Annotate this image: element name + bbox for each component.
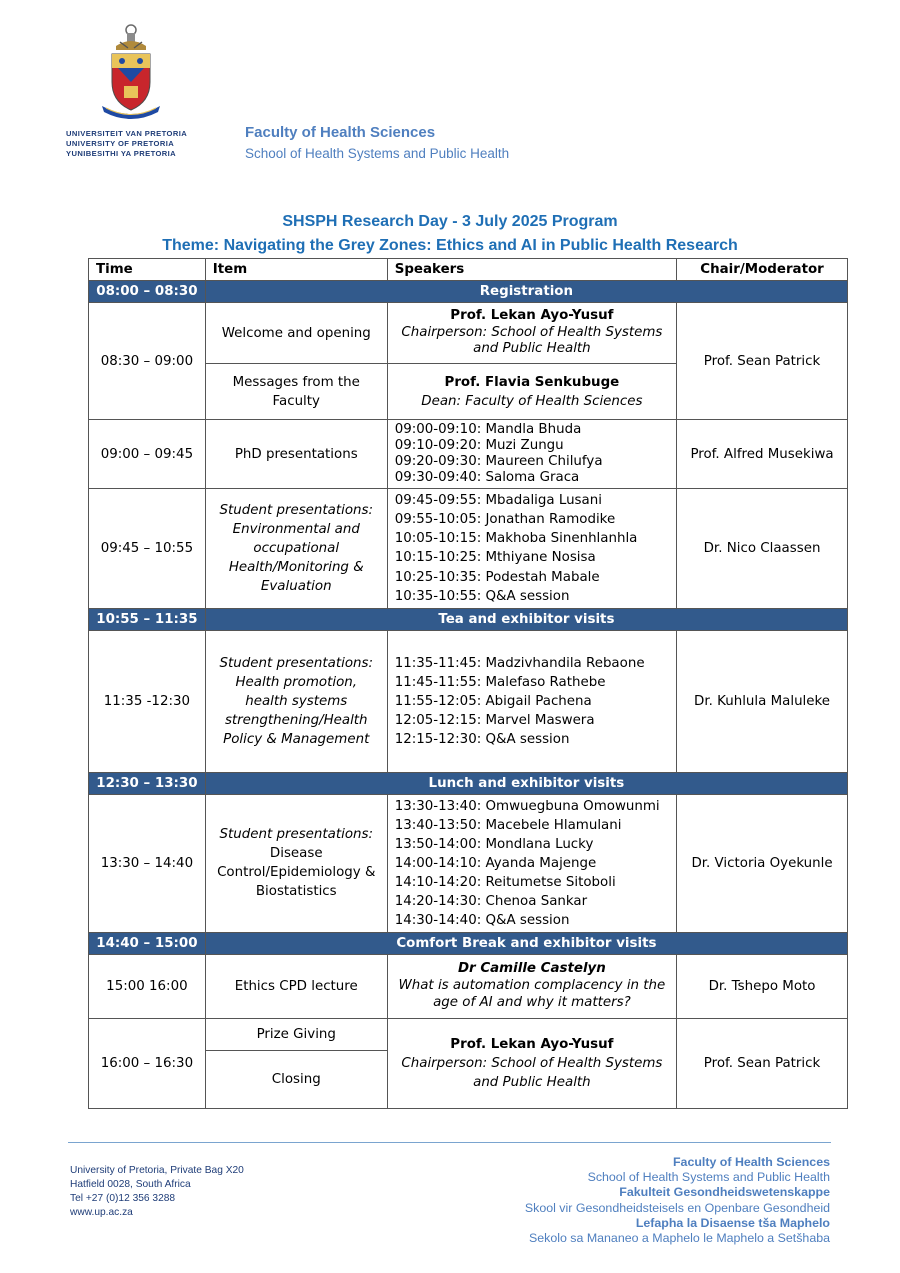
item-line: Student presentations: [219,655,373,671]
speaker-slot: 13:50-14:00: Mondlana Lucky [394,836,594,852]
session-item: Ethics CPD lecture [205,954,387,1018]
session-item [205,489,387,608]
program-title: SHSPH Research Day - 3 July 2025 Program [282,213,618,230]
table-row [89,489,848,608]
session-speakers [387,794,676,932]
session-time: 15:00 16:00 [89,954,206,1018]
speaker-name: Prof. Lekan Ayo-Yusuf [450,307,614,323]
item-line: Health/Monitoring & [228,559,364,575]
phone-line: Tel +27 (0)12 356 3288 [70,1193,176,1204]
item-line: Faculty [272,393,320,409]
footer-faculty-names [525,1155,830,1246]
speaker-slot: 12:15-12:30: Q&A session [394,731,570,747]
band-time: 12:30 – 13:30 [89,772,206,794]
table-row [89,630,848,772]
break-row-lunch [89,772,848,794]
faculty-name-sepedi: Lefapha la Disaense tša Maphelo [635,1215,830,1230]
speaker-name: Prof. Flavia Senkubuge [444,374,620,390]
speaker-slot: 09:55-10:05: Jonathan Ramodike [394,512,616,528]
item-line: Welcome and opening [221,325,371,341]
speaker-slot: 09:45-09:55: Mbadaliga Lusani [394,493,602,509]
speaker-role: Chairperson: School of Health Systems and Public Health [401,324,663,357]
session-time: 16:00 – 16:30 [89,1018,206,1108]
column-header-speakers: Speakers [387,259,676,281]
school-name-afrikaans: Skool vir Gesondheidsteisels en Openbare Gesondheid [524,1200,830,1215]
table-row [89,303,848,364]
address-line: University of Pretoria, Private Bag X20 [70,1165,244,1176]
speaker-slot: 10:25-10:35: Podestah Mabale [394,569,600,585]
session-chair: Dr. Kuhlula Maluleke [677,630,848,772]
item-line: health systems [245,693,348,709]
band-label: Lunch and exhibitor visits [205,772,847,794]
school-subheading: School of Health Systems and Public Health [245,146,510,161]
item-line: Student presentations: [219,827,373,843]
band-time: 08:00 – 08:30 [89,281,206,303]
item-line: Messages from the [232,374,360,390]
session-speakers [387,489,676,608]
speaker-slot: 14:10-14:20: Reitumetse Sitoboli [394,874,616,890]
band-label: Registration [205,281,847,303]
session-item: Closing [205,1050,387,1108]
speaker-slot: 11:55-12:05: Abigail Pachena [394,693,592,709]
session-item [205,303,387,364]
item-line: occupational [253,540,340,556]
session-chair: Dr. Nico Claassen [677,489,848,608]
speaker-slot: 09:30-09:40: Saloma Graca [394,470,580,486]
speaker-slot: 14:20-14:30: Chenoa Sankar [394,893,588,909]
speaker-slot: 13:40-13:50: Macebele Hlamulani [394,817,622,833]
item-line: Student presentations: [219,502,373,518]
speaker-slot: 12:05-12:15: Marvel Maswera [394,712,595,728]
faculty-name-afrikaans: Fakulteit Gesondheidswetenskappe [619,1185,830,1200]
table-row [89,794,848,932]
band-time: 14:40 – 15:00 [89,932,206,954]
session-item [205,364,387,420]
speaker-role: Dean: Faculty of Health Sciences [421,393,643,409]
speaker-name: Dr Camille Castelyn [457,961,606,977]
faculty-heading: Faculty of Health Sciences [245,124,436,141]
session-chair: Dr. Tshepo Moto [677,954,848,1018]
session-item: Prize Giving [205,1018,387,1050]
item-line: Environmental and [232,521,360,537]
university-name-block [66,129,187,159]
speaker-slot: 10:35-10:55: Q&A session [394,588,570,604]
session-item: PhD presentations [205,420,387,489]
university-crest-logo [98,22,164,122]
footer-address [70,1164,244,1220]
program-theme: Theme: Navigating the Grey Zones: Ethics and AI in Public Health Research [162,237,738,254]
break-row-comfort [89,932,848,954]
address-line: Hatfield 0028, South Africa [70,1179,191,1190]
band-label: Comfort Break and exhibitor visits [205,932,847,954]
session-speakers [387,303,676,364]
band-label: Tea and exhibitor visits [205,608,847,630]
session-speakers [387,954,676,1018]
session-chair: Prof. Alfred Musekiwa [677,420,848,489]
university-name-sepedi: YUNIBESITHI YA PRETORIA [66,149,177,158]
speaker-slot: 13:30-13:40: Omwuegbuna Omowunmi [394,798,660,814]
table-row [89,420,848,489]
band-time: 10:55 – 11:35 [89,608,206,630]
session-time: 11:35 -12:30 [89,630,206,772]
university-name-english: UNIVERSITY OF PRETORIA [66,139,175,148]
session-time: 08:30 – 09:00 [89,303,206,420]
item-line: Control/Epidemiology & [217,865,376,881]
speaker-slot: 14:00-14:10: Ayanda Majenge [394,855,597,871]
break-row-registration [89,281,848,303]
session-speakers [387,420,676,489]
table-row [89,954,848,1018]
session-item [205,630,387,772]
footer-divider [68,1142,831,1143]
column-header-chair: Chair/Moderator [677,259,848,281]
speaker-slot: 09:20-09:30: Maureen Chilufya [394,454,603,470]
speaker-slot: 14:30-14:40: Q&A session [394,912,570,928]
table-header-row [89,259,848,281]
school-name-sepedi: Sekolo sa Mananeo a Maphelo le Maphelo a Setšhaba [528,1231,830,1246]
speaker-role: What is automation complacency in the age of AI and why it matters? [398,978,666,1010]
session-chair: Prof. Sean Patrick [677,1018,848,1108]
item-line: strengthening/Health [224,712,368,728]
item-line: Health promotion, [235,674,358,690]
website-link[interactable]: www.up.ac.za [70,1207,133,1218]
school-name-english: School of Health Systems and Public Health [587,1170,830,1185]
university-name-afrikaans: UNIVERSITEIT VAN PRETORIA [66,129,188,138]
session-speakers [387,364,676,420]
speaker-slot: 11:45-11:55: Malefaso Rathebe [394,674,606,690]
item-line: Disease [269,846,323,862]
speaker-slot: 10:15-10:25: Mthiyane Nosisa [394,550,596,566]
column-header-time: Time [89,259,206,281]
faculty-name-english: Faculty of Health Sciences [672,1155,830,1169]
program-table [88,258,848,1109]
session-chair: Dr. Victoria Oyekunle [677,794,848,932]
speaker-slot: 10:05-10:15: Makhoba Sinenhlanhla [394,531,638,547]
session-item [205,794,387,932]
speaker-slot: 11:35-11:45: Madzivhandila Rebaone [394,655,645,671]
column-header-item: Item [205,259,387,281]
session-speakers [387,630,676,772]
break-row-tea [89,608,848,630]
item-line: Evaluation [260,579,332,595]
session-time: 13:30 – 14:40 [89,794,206,932]
speaker-slot: 09:10-09:20: Muzi Zungu [394,438,564,454]
item-line: Biostatistics [255,884,337,900]
item-line: Policy & Management [223,731,370,747]
speaker-slot: 09:00-09:10: Mandla Bhuda [394,422,582,438]
session-chair: Prof. Sean Patrick [677,303,848,420]
speaker-role: Chairperson: School of Health Systems and Public Health [401,1055,663,1090]
table-row [89,1018,848,1050]
session-time: 09:45 – 10:55 [89,489,206,608]
speaker-name: Prof. Lekan Ayo-Yusuf [450,1036,614,1052]
session-time: 09:00 – 09:45 [89,420,206,489]
session-speakers [387,1018,676,1108]
